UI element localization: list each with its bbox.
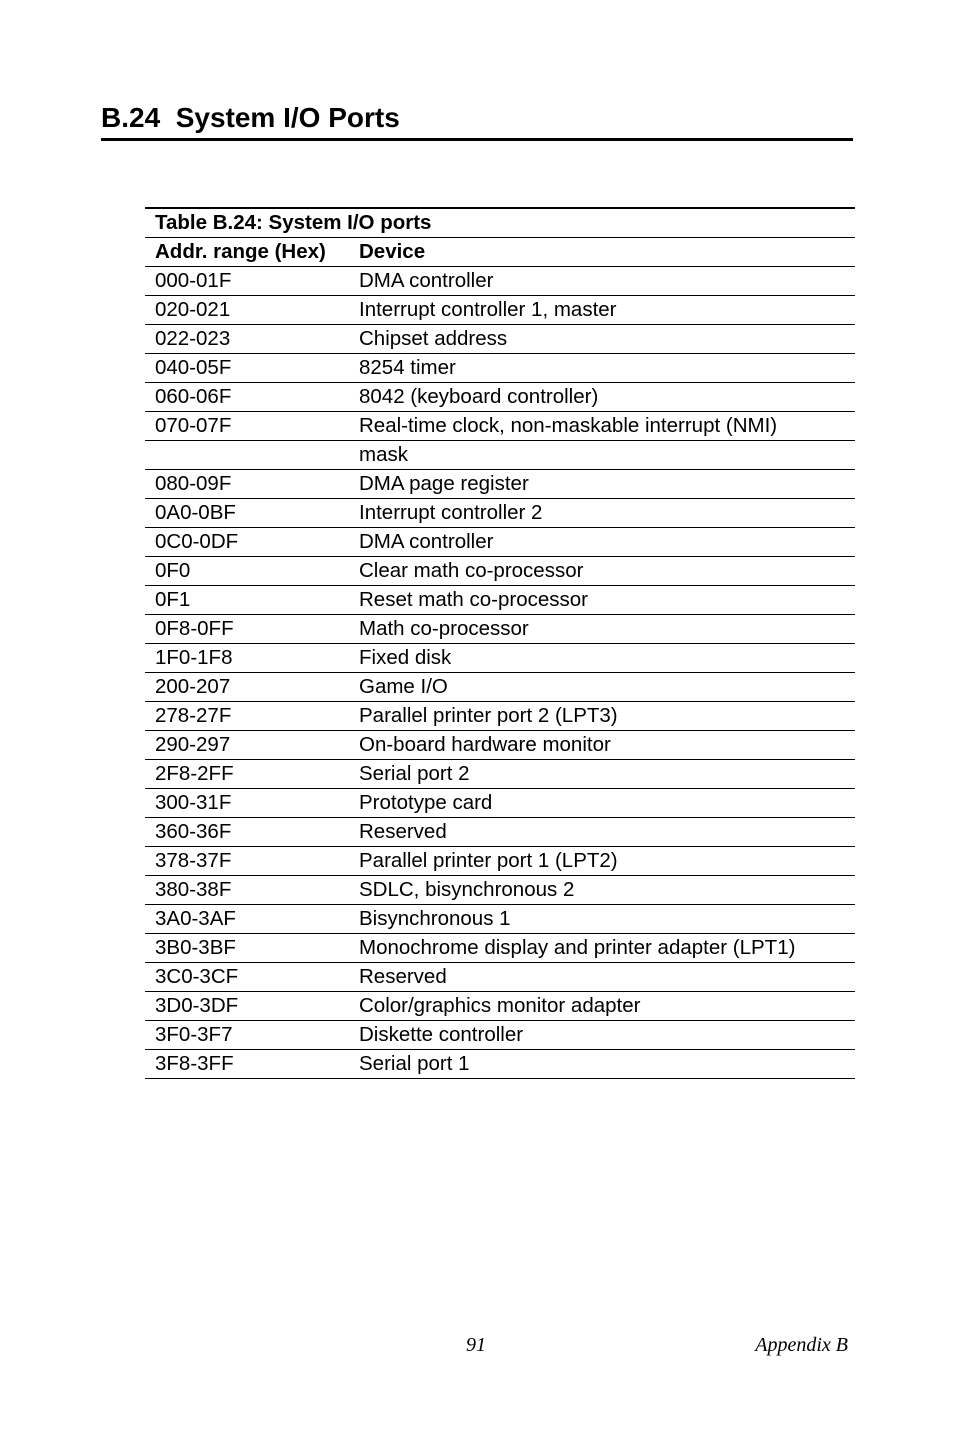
addr-range-cell: 0F8-0FF (145, 615, 349, 644)
addr-range-cell: 3A0-3AF (145, 905, 349, 934)
addr-range-cell: 2F8-2FF (145, 760, 349, 789)
device-cell: On-board hardware monitor (349, 731, 855, 760)
table-row (145, 441, 855, 470)
device-cell: DMA page register (349, 470, 855, 499)
title-rule (101, 138, 853, 141)
addr-range-cell: 3F0-3F7 (145, 1021, 349, 1050)
device-cell: Interrupt controller 2 (349, 499, 855, 528)
table-row (145, 1021, 855, 1050)
table-caption: Table B.24: System I/O ports (145, 208, 855, 238)
table-row (145, 383, 855, 412)
addr-range-cell: 0F1 (145, 586, 349, 615)
addr-range-cell: 020-021 (145, 296, 349, 325)
addr-range-cell: 000-01F (145, 267, 349, 296)
addr-range-cell: 060-06F (145, 383, 349, 412)
header-device: Device (349, 238, 855, 267)
table-row (145, 499, 855, 528)
table-row (145, 760, 855, 789)
addr-range-cell: 0A0-0BF (145, 499, 349, 528)
addr-range-cell: 080-09F (145, 470, 349, 499)
table-row (145, 876, 855, 905)
table-row (145, 528, 855, 557)
table-row (145, 934, 855, 963)
addr-range-cell: 0C0-0DF (145, 528, 349, 557)
addr-range-cell: 360-36F (145, 818, 349, 847)
device-cell: Interrupt controller 1, master (349, 296, 855, 325)
table-row (145, 963, 855, 992)
addr-range-cell: 3B0-3BF (145, 934, 349, 963)
table-caption-row (145, 208, 855, 238)
table-row (145, 557, 855, 586)
table-row (145, 412, 855, 441)
device-cell: Parallel printer port 2 (LPT3) (349, 702, 855, 731)
table-row (145, 615, 855, 644)
addr-range-cell: 3F8-3FF (145, 1050, 349, 1079)
footer-section-label: Appendix B (755, 1334, 848, 1356)
device-cell: Chipset address (349, 325, 855, 354)
addr-range-cell: 1F0-1F8 (145, 644, 349, 673)
addr-range-cell (145, 441, 349, 470)
addr-range-cell: 200-207 (145, 673, 349, 702)
device-cell: Math co-processor (349, 615, 855, 644)
device-cell: Real-time clock, non-maskable interrupt (NMI) (349, 412, 855, 441)
device-cell: DMA controller (349, 267, 855, 296)
device-cell: Parallel printer port 1 (LPT2) (349, 847, 855, 876)
device-cell: Serial port 1 (349, 1050, 855, 1079)
addr-range-cell: 040-05F (145, 354, 349, 383)
table-row (145, 702, 855, 731)
device-cell: DMA controller (349, 528, 855, 557)
header-addr-range: Addr. range (Hex) (145, 238, 349, 267)
table-row (145, 1050, 855, 1079)
addr-range-cell: 278-27F (145, 702, 349, 731)
device-cell: 8254 timer (349, 354, 855, 383)
table-row (145, 992, 855, 1021)
table-row (145, 905, 855, 934)
table-row (145, 470, 855, 499)
table-header-row (145, 238, 855, 267)
addr-range-cell: 300-31F (145, 789, 349, 818)
table-row (145, 789, 855, 818)
table-row (145, 847, 855, 876)
device-cell: Game I/O (349, 673, 855, 702)
table-row (145, 644, 855, 673)
addr-range-cell: 070-07F (145, 412, 349, 441)
section-title: B.24 System I/O Ports (101, 102, 400, 133)
addr-range-cell: 290-297 (145, 731, 349, 760)
device-cell: Monochrome display and printer adapter (LPT1) (349, 934, 855, 963)
io-table-body (145, 208, 855, 1079)
addr-range-cell: 0F0 (145, 557, 349, 586)
table-row (145, 731, 855, 760)
device-cell: Color/graphics monitor adapter (349, 992, 855, 1021)
table-row (145, 296, 855, 325)
table-row (145, 267, 855, 296)
device-cell: Serial port 2 (349, 760, 855, 789)
table-row (145, 818, 855, 847)
device-cell: SDLC, bisynchronous 2 (349, 876, 855, 905)
table-row (145, 673, 855, 702)
device-cell: Reserved (349, 963, 855, 992)
table-row (145, 325, 855, 354)
device-cell: 8042 (keyboard controller) (349, 383, 855, 412)
device-cell: mask (349, 441, 855, 470)
addr-range-cell: 3C0-3CF (145, 963, 349, 992)
page-number: 91 (466, 1334, 486, 1356)
device-cell: Prototype card (349, 789, 855, 818)
device-cell: Clear math co-processor (349, 557, 855, 586)
addr-range-cell: 022-023 (145, 325, 349, 354)
device-cell: Bisynchronous 1 (349, 905, 855, 934)
device-cell: Diskette controller (349, 1021, 855, 1050)
io-ports-table (145, 207, 855, 1079)
device-cell: Reserved (349, 818, 855, 847)
table-row (145, 354, 855, 383)
table-row (145, 586, 855, 615)
device-cell: Fixed disk (349, 644, 855, 673)
addr-range-cell: 380-38F (145, 876, 349, 905)
addr-range-cell: 378-37F (145, 847, 349, 876)
device-cell: Reset math co-processor (349, 586, 855, 615)
addr-range-cell: 3D0-3DF (145, 992, 349, 1021)
